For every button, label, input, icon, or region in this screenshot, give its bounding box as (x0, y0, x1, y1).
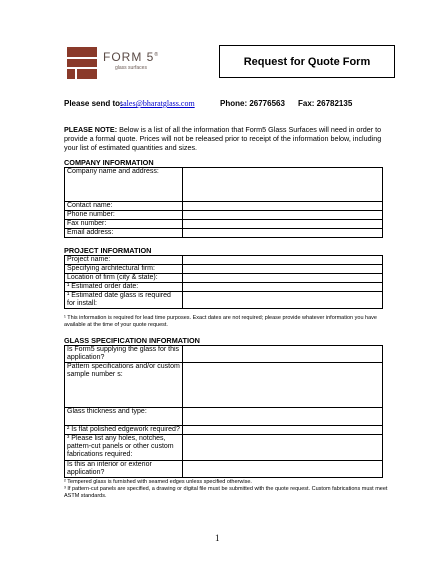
application-label: Is this an interior or exterior application? (65, 461, 183, 478)
fax-number-field[interactable] (183, 220, 383, 229)
firm-location-label: Location of firm (city & state): (65, 274, 183, 283)
send-label: Please send to: (64, 99, 123, 108)
email-link[interactable]: sales@bharatglass.com (120, 99, 195, 108)
order-date-field[interactable] (183, 283, 383, 292)
note-bold: PLEASE NOTE: (64, 125, 118, 134)
glass-thickness-label: Glass thickness and type: (65, 408, 183, 426)
fax-text: Fax: 26782135 (298, 99, 353, 108)
phone-number-label: Phone number: (65, 211, 183, 220)
phone-text: Phone: 26776563 (220, 99, 285, 108)
note-paragraph (64, 125, 394, 152)
edgework-label: ² Is flat polished edgework required? (65, 426, 183, 435)
company-name-label: Company name and address: (65, 168, 183, 202)
page-title: Request for Quote Form (219, 45, 395, 78)
page-number: 1 (215, 533, 220, 543)
glass-footnote-1: ² Tempered glass is furnished with seamed edges unless specified otherwise. (64, 479, 252, 485)
pattern-spec-field[interactable] (183, 363, 383, 408)
install-date-label: ¹ Estimated date glass is required for install: (65, 292, 183, 309)
logo-tagline: glass surfaces (115, 65, 147, 71)
company-name-field[interactable] (183, 168, 383, 202)
pattern-spec-label: Pattern specifications and/or custom sample number s: (65, 363, 183, 408)
company-table (64, 167, 383, 238)
glass-table (64, 345, 383, 478)
contact-name-field[interactable] (183, 202, 383, 211)
email-address-label: Email address: (65, 229, 183, 238)
application-field[interactable] (183, 461, 383, 478)
logo-brand: FORM 5 (103, 50, 155, 64)
firm-location-field[interactable] (183, 274, 383, 283)
phone-number-field[interactable] (183, 211, 383, 220)
project-table (64, 255, 383, 309)
form5-supply-field[interactable] (183, 346, 383, 363)
company-heading: COMPANY INFORMATION (64, 158, 154, 167)
company-logo (67, 47, 177, 79)
form5-supply-label: Is Form5 supplying the glass for this application? (65, 346, 183, 363)
logo-reg: ® (154, 52, 160, 58)
note-text: Below is a list of all the information that Form5 Glass Surfaces will need in order to provide a formal quote. Prices will not be released prior to receipt of the information below, including your list of estimated quantities and sizes. (64, 125, 382, 152)
arch-firm-field[interactable] (183, 265, 383, 274)
contact-name-label: Contact name: (65, 202, 183, 211)
glass-heading: GLASS SPECIFICATION INFORMATION (64, 336, 200, 345)
edgework-field[interactable] (183, 426, 383, 435)
glass-footnote-2: ³ If pattern-cut panels are specified, a drawing or digital file must be submitted with the quote request. Custom fabrications must meet ASTM standards. (64, 486, 388, 499)
email-address-field[interactable] (183, 229, 383, 238)
install-date-field[interactable] (183, 292, 383, 309)
project-name-label: Project name: (65, 256, 183, 265)
order-date-label: ¹ Estimated order date: (65, 283, 183, 292)
fax-number-label: Fax number: (65, 220, 183, 229)
project-footnote: ¹ This information is required for lead time purposes. Exact dates are not required; please provide whatever information you have available at the time of your quote request. (64, 315, 377, 328)
arch-firm-label: Specifying architectural firm: (65, 265, 183, 274)
project-heading: PROJECT INFORMATION (64, 246, 152, 255)
fabrications-label: ³ Please list any holes, notches, pattern-cut panels or other custom fabrications required: (65, 435, 183, 461)
project-name-field[interactable] (183, 256, 383, 265)
glass-thickness-field[interactable] (183, 408, 383, 426)
logo-mark (67, 47, 97, 57)
fabrications-field[interactable] (183, 435, 383, 461)
